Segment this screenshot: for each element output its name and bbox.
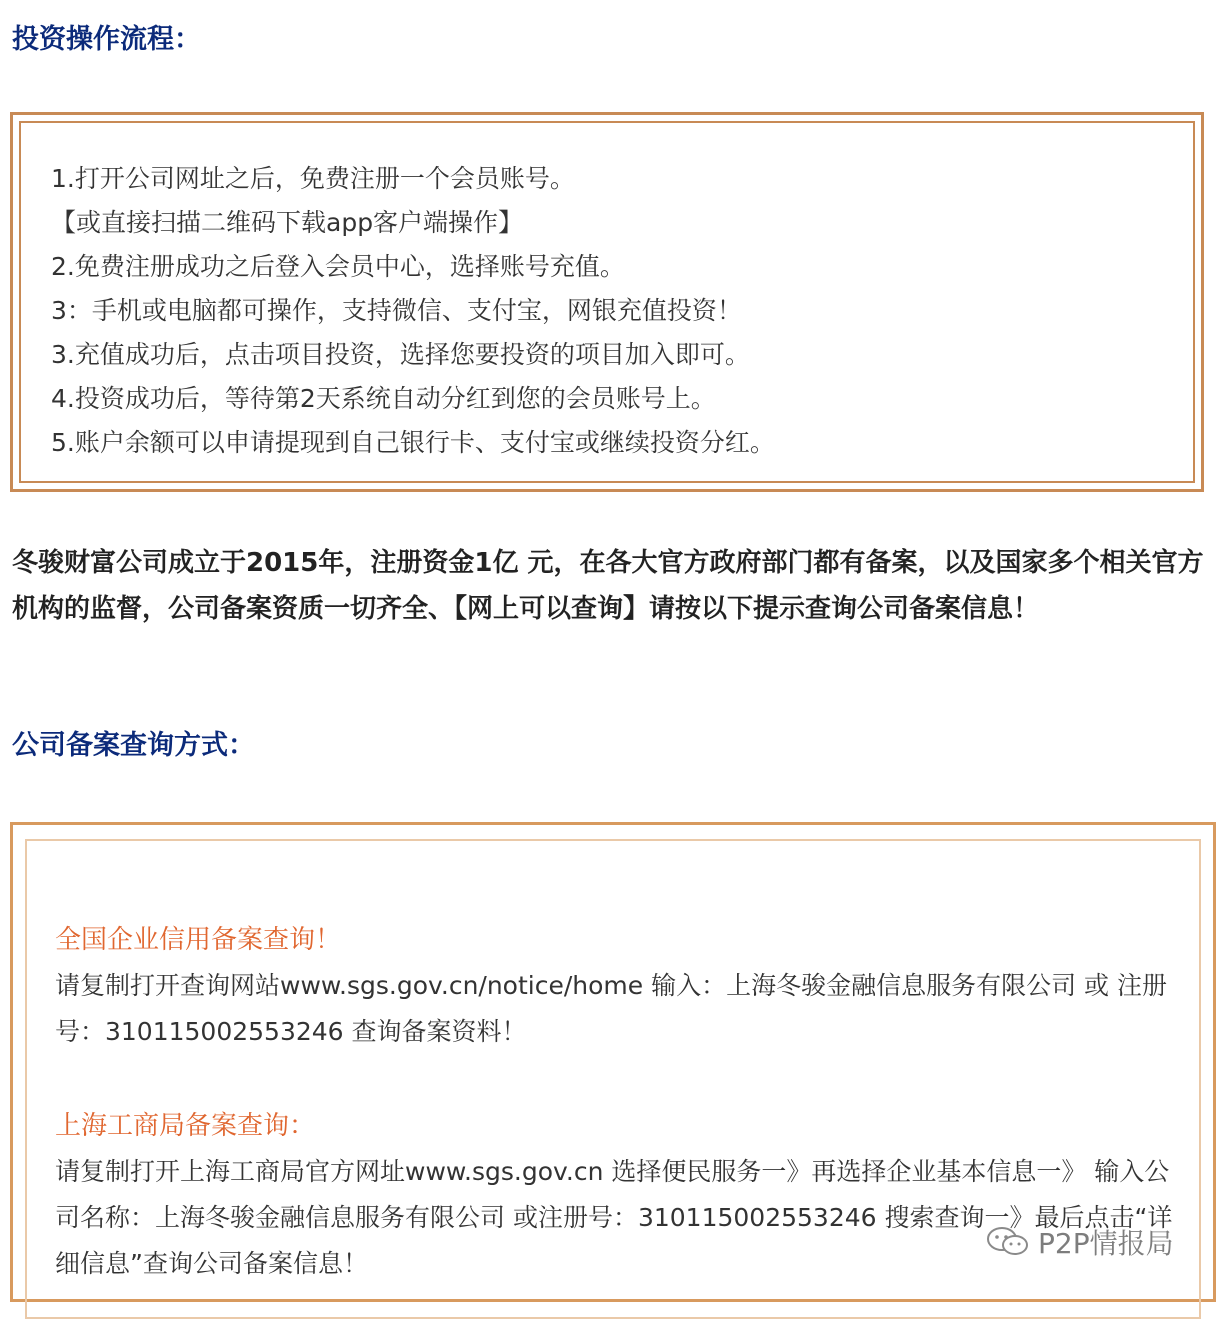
step-item: 【或直接扫描二维码下载app客户端操作】 bbox=[51, 208, 524, 237]
step-item: 5.账户余额可以申请提现到自己银行卡、支付宝或继续投资分红。 bbox=[51, 428, 775, 457]
steps-box-inner-border bbox=[19, 121, 1195, 483]
wechat-icon bbox=[986, 1226, 1030, 1258]
step-item: 2.免费注册成功之后登入会员中心，选择账号充值。 bbox=[51, 252, 625, 281]
step-item: 3.充值成功后，点击项目投资，选择您要投资的项目加入即可。 bbox=[51, 340, 750, 369]
company-paragraph: 冬骏财富公司成立于2015年，注册资金1亿 元，在各大官方政府部门都有备案，以及国家多个相关官方机构的监督，公司备案资质一切齐全、【网上可以查询】请按以下提示查询公司备案信息！ bbox=[12, 548, 1204, 624]
heading-investment-process: 投资操作流程： bbox=[12, 24, 201, 55]
steps-list bbox=[51, 157, 775, 465]
watermark bbox=[986, 1222, 1174, 1262]
steps-box bbox=[10, 112, 1204, 492]
heading-record-query: 公司备案查询方式： bbox=[12, 730, 255, 761]
step-item: 1.打开公司网址之后，免费注册一个会员账号。 bbox=[51, 164, 575, 193]
section-body: 请复制打开查询网站www.sgs.gov.cn/notice/home 输入：上海冬骏金融信息服务有限公司 或 注册号：310115002553246 查询备案资料！ bbox=[55, 971, 1167, 1046]
step-item: 3：手机或电脑都可操作，支持微信、支付宝，网银充值投资！ bbox=[51, 296, 742, 325]
section-title: 全国企业信用备案查询！ bbox=[55, 925, 342, 955]
step-item: 4.投资成功后，等待第2天系统自动分红到您的会员账号上。 bbox=[51, 384, 716, 413]
watermark-text: P2P情报局 bbox=[1038, 1227, 1174, 1260]
section-title: 上海工商局备案查询： bbox=[55, 1111, 316, 1141]
national-credit-section bbox=[55, 917, 1175, 1055]
section-body: 请复制打开上海工商局官方网址www.sgs.gov.cn 选择便民服务一》再选择企业基本信息一》 输入公司名称：上海冬骏金融信息服务有限公司 或注册号：310115002553246 搜索查询一》最后点击“详细信息”查询公司备案信息！ bbox=[55, 1157, 1173, 1278]
